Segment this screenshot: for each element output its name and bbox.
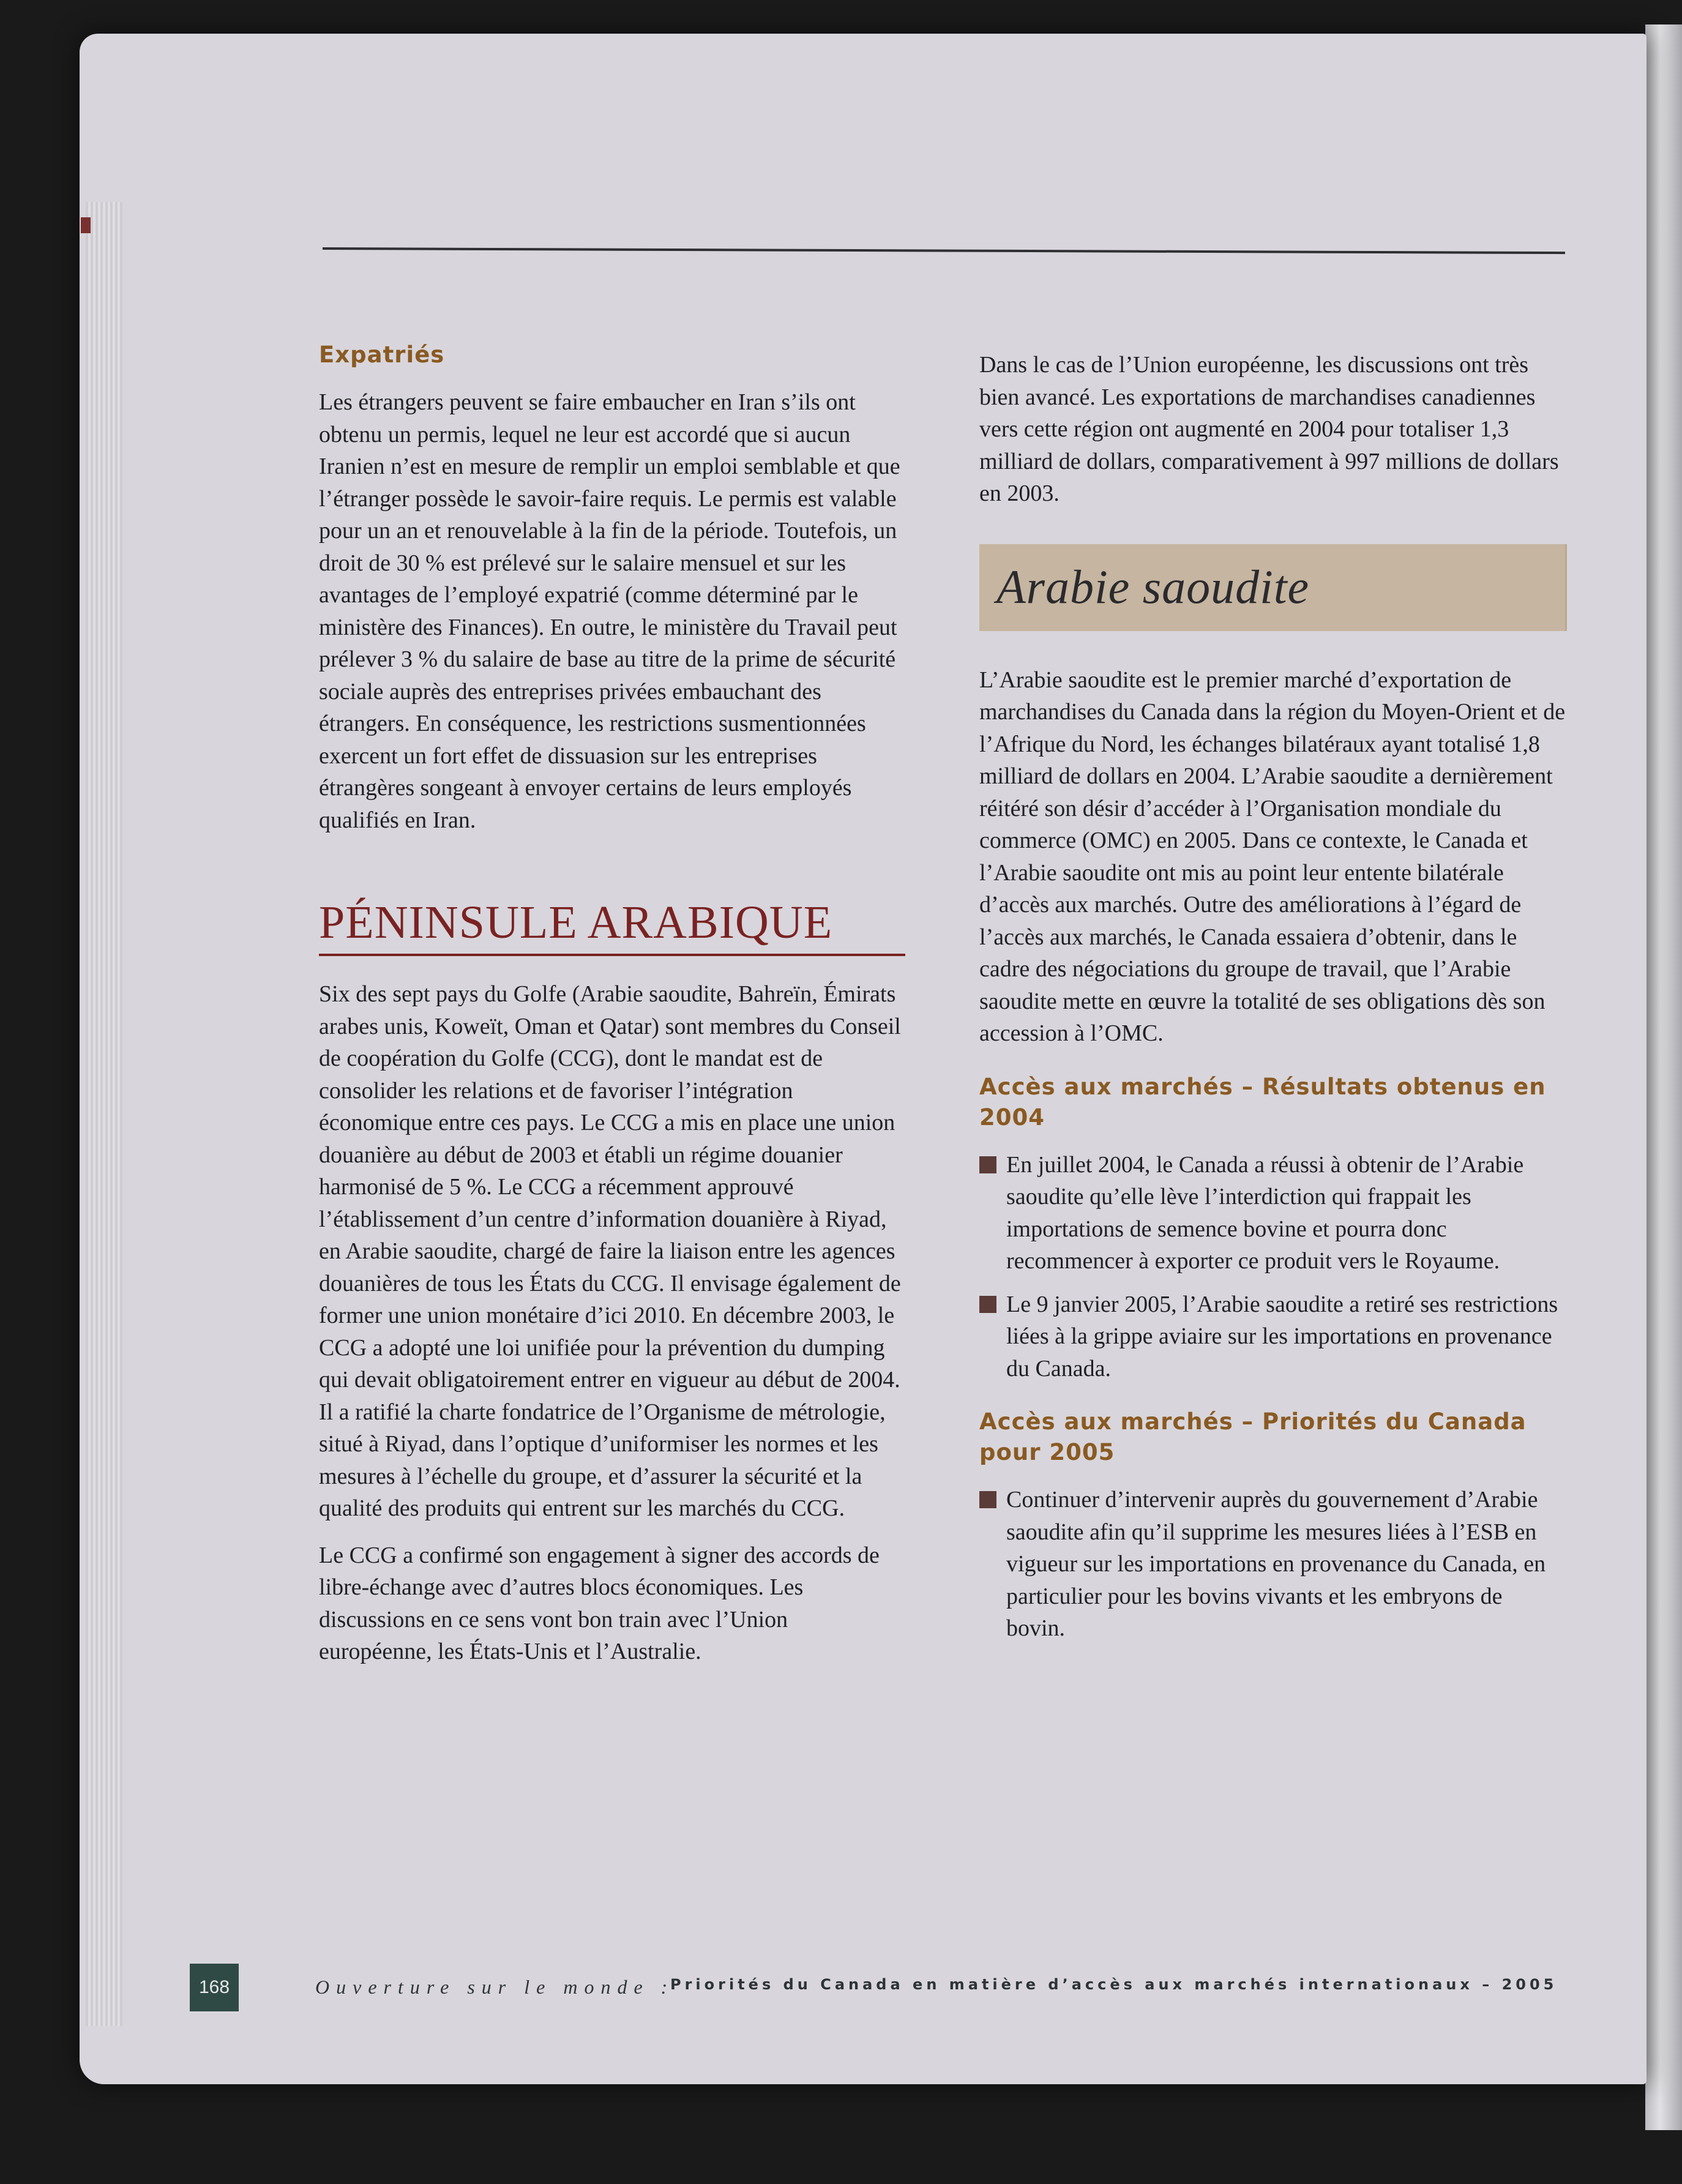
gcc-paragraph: Six des sept pays du Golfe (Arabie saoudite, Bahreïn, Émirats arabes unis, Koweït, Oman et Qatar) sont membres du Conseil de coopération du Golfe (CCG), dont le mandat est de consolider les relations et de favoriser l’intégration économique entre ces pays. Le CCG a mis en place une union douanière au début de 2003 et établi un régime douanier harmonisé de 5 %. Le CCG a récemment approuvé l’établissement d’un centre d’information douanière à Riyad, en Arabie saoudite, chargé de faire la liaison entre les agences douanières de tous les États du CCG. Il envisage également de former une union monétaire d’ici 2010. En décembre 2003, le CCG a adopté une loi unifiée pour la prévention du dumping qui devait obligatoirement entrer en vigueur au début de 2004. Il a ratifié la charte fondatrice de l’Organisme de métrologie, situé à Riyad, dans l’optique d’uniformiser les normes et les mesures à l’échelle du groupe, et d’assurer la sécurité et la qualité des produits qui entrent sur les marchés du CCG.	[319, 981, 901, 1521]
expat-paragraph: Les étrangers peuvent se faire embaucher en Iran s’ils ont obtenu un permis, lequel ne leur est accordé que si aucun Iranien n’est en mesure de remplir un emploi semblable et que l’étranger possède le savoir-faire requis. Le permis est valable pour un an et renouvelable à la fin de la période. Toutefois, un droit de 30 % est prélevé sur le salaire mensuel et sur les avantages de l’employé expatrié (comme déterminé par le ministère des Finances). En outre, le ministère du Travail peut prélever 3 % du salaire de base au titre de la prime de sécurité sociale auprès des entreprises privées embauchant des étrangers. En conséquence, les restrictions susmentionnées exercent un fort effet de dissuasion sur les entreprises étrangères songeant à envoyer certains de leurs employés qualifiés en Iran.	[319, 389, 900, 833]
section-title-rule	[319, 954, 905, 956]
footer-series: Ouverture sur le monde :	[315, 1976, 675, 1998]
section-title: PÉNINSULE ARABIQUE	[319, 897, 833, 948]
margin-mark	[81, 217, 91, 233]
results-heading: Accès aux marchés – Résultats obtenus en 2004	[979, 1073, 1546, 1131]
page-number: 168	[190, 1964, 239, 2011]
square-bullet-icon	[979, 1156, 996, 1173]
eu-paragraph: Dans le cas de l’Union européenne, les discussions ont très bien avancé. Les exportations de marchandises canadiennes vers cette région ont augmenté en 2004 pour totaliser 1,3 milliard de dollars, comparativement à 997 millions de dollars en 2003.	[979, 352, 1559, 506]
saudi-paragraph: L’Arabie saoudite est le premier marché d’exportation de marchandises du Canada dans la région du Moyen-Orient et de l’Afrique du Nord, les échanges bilatéraux ayant totalisé 1,8 milliard de dollars en 2004. L’Arabie saoudite a dernièrement réitéré son désir d’accéder à l’Organisation mondiale du commerce (OMC) en 2005. Dans ce contexte, le Canada et l’Arabie saoudite ont mis au point leur entente bilatérale d’accès aux marchés. Outre des améliorations à l’égard de l’accès aux marchés, le Canada essaiera d’obtenir, dans le cadre des négociations du groupe de travail, que l’Arabie saoudite mette en œuvre la totalité de ses obligations dès son accession à l’OMC.	[979, 667, 1566, 1046]
page-edge-right	[1645, 24, 1682, 2130]
page-footer	[190, 1964, 1598, 2006]
country-title: Arabie saoudite	[996, 560, 1310, 614]
fta-paragraph: Le CCG a confirmé son engagement à signer des accords de libre-échange avec d’autres blocs économiques. Les discussions en ce sens vont bon train avec l’Union européenne, les États-Unis et l’Australie.	[319, 1542, 880, 1664]
footer-title: Priorités du Canada en matière d’accès aux marchés internationaux – 2005	[670, 1976, 1558, 1993]
list-item	[979, 1149, 1567, 1277]
priorities-heading: Accès aux marchés – Priorités du Canada pour 2005	[979, 1408, 1527, 1465]
right-column	[979, 349, 1567, 1656]
list-item	[979, 1484, 1567, 1645]
square-bullet-icon	[979, 1296, 996, 1313]
country-banner	[979, 544, 1567, 631]
square-bullet-icon	[979, 1491, 996, 1508]
list-item-text: Le 9 janvier 2005, l’Arabie saoudite a retiré ses restrictions liées à la grippe aviaire sur les importations en provenance du Canada.	[1006, 1291, 1558, 1382]
list-item-text: En juillet 2004, le Canada a réussi à obtenir de l’Arabie saoudite qu’elle lève l’interdiction qui frappait les importations de semence bovine et pourra donc recommencer à exporter ce produit vers le Royaume.	[1006, 1151, 1524, 1274]
list-item	[979, 1288, 1567, 1385]
left-column	[319, 340, 906, 1683]
list-item-text: Continuer d’intervenir auprès du gouvernement d’Arabie saoudite afin qu’il supprime les mesures liées à l’ESB en vigueur sur les importations en provenance du Canada, en particulier pour les bovins vivants et les embryons de bovin.	[1006, 1487, 1546, 1641]
page-edge-left	[86, 202, 122, 2026]
expat-heading: Expatriés	[319, 342, 445, 368]
